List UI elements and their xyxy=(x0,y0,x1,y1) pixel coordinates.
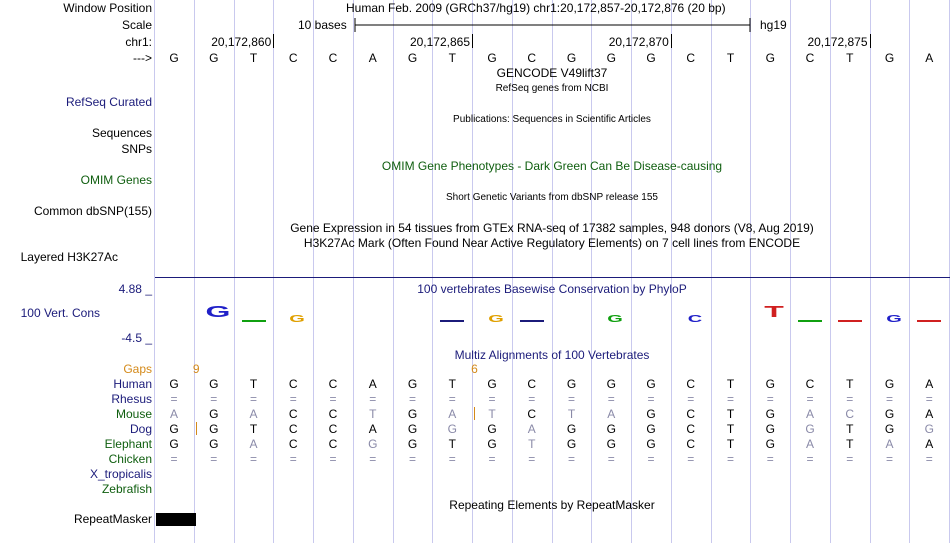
alignment-base: A xyxy=(249,437,258,451)
alignment-base: G xyxy=(209,377,219,391)
gridline xyxy=(273,0,274,543)
conservation-logo-glyph: G xyxy=(289,314,306,325)
scale-assembly: hg19 xyxy=(760,18,787,32)
alignment-base: G xyxy=(646,437,656,451)
reference-base: G xyxy=(646,51,656,65)
gridline xyxy=(194,0,195,543)
reference-base: T xyxy=(448,51,456,65)
species-label-zebrafish[interactable]: Zebrafish xyxy=(101,482,152,496)
alignment-base: G xyxy=(566,437,577,451)
reference-base: G xyxy=(566,51,577,65)
alignment-base: A xyxy=(607,407,616,421)
alignment-base: = xyxy=(647,392,655,406)
species-label-elephant[interactable]: Elephant xyxy=(104,437,152,451)
ruler-tick-label: 20,172,860 xyxy=(211,35,272,49)
track-label-snps[interactable]: SNPs xyxy=(121,142,152,156)
gridline xyxy=(631,0,632,543)
ruler-tick xyxy=(273,34,274,48)
conservation-logo-glyph: C xyxy=(687,314,702,325)
alignment-base: G xyxy=(884,377,895,391)
alignment-base: G xyxy=(407,407,418,421)
conservation-logo-mark xyxy=(242,320,266,322)
gridline xyxy=(154,0,155,543)
alignment-base: T xyxy=(448,437,456,451)
alignment-base: T xyxy=(369,407,377,421)
alignment-base: G xyxy=(169,437,179,451)
alignment-base: T xyxy=(249,377,258,391)
alignment-base: = xyxy=(289,392,297,406)
track-label-repeatmasker[interactable]: RepeatMasker xyxy=(73,512,152,526)
alignment-base: = xyxy=(369,392,377,406)
alignment-base: A xyxy=(885,437,894,451)
alignment-base: A xyxy=(527,422,536,436)
track-label-sequences[interactable]: Sequences xyxy=(91,126,152,140)
species-label-human[interactable]: Human xyxy=(113,377,152,391)
alignment-base: A xyxy=(169,407,178,421)
conservation-logo-glyph: T xyxy=(764,304,785,321)
alignment-base: = xyxy=(488,392,496,406)
track-label-h3k27ac[interactable]: Layered H3K27Ac xyxy=(20,250,118,264)
conservation-logo-glyph: G xyxy=(488,314,504,325)
reference-base: G xyxy=(606,51,616,65)
insertion-marker xyxy=(474,407,475,420)
alignment-base: = xyxy=(766,452,774,466)
alignment-base: = xyxy=(687,392,695,406)
track-label-conservation[interactable]: 100 Vert. Cons xyxy=(20,306,100,320)
alignment-base: = xyxy=(329,452,337,466)
alignment-base: T xyxy=(488,407,496,421)
alignment-base: = xyxy=(528,452,536,466)
reference-base: C xyxy=(527,51,537,65)
species-label-mouse[interactable]: Mouse xyxy=(115,407,152,421)
alignment-base: G xyxy=(566,422,577,436)
reference-base: G xyxy=(765,51,775,65)
alignment-base: A xyxy=(368,422,377,436)
alignment-base: G xyxy=(407,437,418,451)
gap-number: 6 xyxy=(471,362,478,376)
alignment-base: G xyxy=(209,437,219,451)
alignment-base: A xyxy=(925,407,934,421)
alignment-base: = xyxy=(210,452,218,466)
alignment-base: = xyxy=(369,452,377,466)
ruler-tick xyxy=(671,34,672,48)
alignment-base: = xyxy=(249,452,257,466)
alignment-base: G xyxy=(566,377,577,391)
alignment-base: = xyxy=(170,392,178,406)
alignment-base: T xyxy=(528,437,536,451)
reference-base: G xyxy=(407,51,418,65)
gridline xyxy=(830,0,831,543)
multiz-title[interactable]: Multiz Alignments of 100 Vertebrates xyxy=(454,348,650,362)
assembly-position: Human Feb. 2009 (GRCh37/hg19) chr1:20,172,857-20,172,876 (20 bp) xyxy=(346,1,726,15)
reference-base: G xyxy=(487,51,497,65)
h3k27ac-title[interactable]: H3K27Ac Mark (Often Found Near Active Regulatory Elements) on 7 cell lines from ENCODE xyxy=(303,236,801,250)
insertion-marker xyxy=(196,422,197,435)
alignment-base: = xyxy=(448,392,456,406)
alignment-base: T xyxy=(846,377,854,391)
gtex-title[interactable]: Gene Expression in 54 tissues from GTEx RNA-seq of 17382 samples, 948 donors (V8, Aug 2019) xyxy=(290,221,814,235)
alignment-base: T xyxy=(846,437,854,451)
alignment-base: G xyxy=(765,377,775,391)
alignment-base: T xyxy=(726,407,735,421)
species-label-dog[interactable]: Dog xyxy=(129,422,152,436)
alignment-base: G xyxy=(407,377,418,391)
alignment-base: = xyxy=(766,392,774,406)
conservation-title[interactable]: 100 vertebrates Basewise Conservation by PhyloP xyxy=(417,282,687,296)
alignment-base: A xyxy=(448,407,457,421)
alignment-base: T xyxy=(567,407,576,421)
alignment-base: C xyxy=(686,377,696,391)
alignment-base: G xyxy=(209,422,219,436)
alignment-base: T xyxy=(726,377,735,391)
dbsnp-title[interactable]: Short Genetic Variants from dbSNP release 155 xyxy=(446,192,658,203)
gridline xyxy=(909,0,910,543)
gencode-title[interactable]: GENCODE V49lift37 xyxy=(496,66,608,80)
gridline xyxy=(393,0,394,543)
alignment-base: C xyxy=(288,407,298,421)
conservation-logo-mark xyxy=(838,320,862,322)
alignment-base: = xyxy=(448,452,456,466)
alignment-base: A xyxy=(805,407,814,421)
refseq-title[interactable]: RefSeq genes from NCBI xyxy=(495,83,609,94)
alignment-base: G xyxy=(169,377,179,391)
alignment-base: G xyxy=(606,377,616,391)
ruler-tick xyxy=(472,34,473,48)
repeatmasker-title[interactable]: Repeating Elements by RepeatMasker xyxy=(449,498,655,512)
alignment-base: = xyxy=(806,452,814,466)
alignment-base: G xyxy=(646,422,656,436)
alignment-base: C xyxy=(288,422,298,436)
alignment-base: = xyxy=(687,452,695,466)
reference-base: C xyxy=(805,51,815,65)
alignment-base: A xyxy=(925,437,934,451)
alignment-base: C xyxy=(288,437,298,451)
strand-label: ---> xyxy=(133,51,152,65)
alignment-base: = xyxy=(567,392,575,406)
alignment-base: G xyxy=(606,422,616,436)
alignment-base: C xyxy=(527,377,537,391)
alignment-base: C xyxy=(328,407,338,421)
alignment-base: = xyxy=(170,452,178,466)
alignment-base: A xyxy=(249,407,258,421)
conservation-logo-mark xyxy=(520,320,544,322)
alignment-base: C xyxy=(845,407,855,421)
track-label-gaps: Gaps xyxy=(123,362,152,376)
conservation-logo-mark xyxy=(917,320,941,322)
conservation-logo-glyph: G xyxy=(885,314,902,325)
alignment-base: = xyxy=(488,452,496,466)
scale-text: 10 bases xyxy=(298,18,347,32)
browser-track-area[interactable] xyxy=(155,0,950,543)
ruler-tick-label: 20,172,875 xyxy=(807,35,868,49)
species-label-rhesus[interactable]: Rhesus xyxy=(111,392,152,406)
track-label-omim[interactable]: OMIM Genes xyxy=(80,173,152,187)
alignment-base: G xyxy=(447,422,457,436)
alignment-base: = xyxy=(607,392,615,406)
alignment-base: = xyxy=(408,452,416,466)
track-label-refseq[interactable]: RefSeq Curated xyxy=(65,95,152,109)
alignment-base: C xyxy=(805,377,815,391)
track-label-column xyxy=(0,0,154,543)
reference-base: A xyxy=(925,51,934,65)
alignment-base: = xyxy=(726,452,734,466)
omim-title[interactable]: OMIM Gene Phenotypes - Dark Green Can Be Disease-causing xyxy=(381,159,723,173)
cons-min-value: -4.5 _ xyxy=(121,331,152,345)
reference-base: T xyxy=(249,51,258,65)
repeatmasker-element[interactable] xyxy=(156,513,196,526)
track-label-dbsnp[interactable]: Common dbSNP(155) xyxy=(33,204,152,218)
alignment-base: T xyxy=(726,422,735,436)
ruler-tick xyxy=(870,34,871,48)
gap-number: 9 xyxy=(192,362,200,376)
reference-base: C xyxy=(288,51,298,65)
alignment-base: G xyxy=(884,422,895,436)
gridline xyxy=(472,0,473,543)
reference-base: C xyxy=(686,51,696,65)
alignment-base: G xyxy=(368,437,378,451)
reference-base: G xyxy=(209,51,219,65)
alignment-base: A xyxy=(368,377,377,391)
gridline xyxy=(432,0,433,543)
alignment-base: G xyxy=(407,422,418,436)
cons-top-axis xyxy=(155,277,950,278)
gridline xyxy=(234,0,235,543)
alignment-base: T xyxy=(448,377,456,391)
alignment-base: G xyxy=(487,422,497,436)
alignment-base: G xyxy=(487,377,497,391)
gridline xyxy=(671,0,672,543)
gridline xyxy=(870,0,871,543)
gridline xyxy=(790,0,791,543)
alignment-base: G xyxy=(765,437,775,451)
ruler-tick-label: 20,172,865 xyxy=(409,35,470,49)
alignment-base: T xyxy=(846,422,854,436)
alignment-base: A xyxy=(805,437,814,451)
conservation-logo-glyph: G xyxy=(205,304,231,321)
alignment-base: C xyxy=(328,437,338,451)
reference-base: T xyxy=(726,51,735,65)
alignment-base: C xyxy=(328,377,338,391)
alignment-base: G xyxy=(924,422,934,436)
alignment-base: C xyxy=(527,407,537,421)
alignment-base: = xyxy=(528,392,536,406)
alignment-base: = xyxy=(846,452,854,466)
alignment-base: = xyxy=(329,392,337,406)
alignment-base: C xyxy=(686,437,696,451)
alignment-base: G xyxy=(169,422,179,436)
reference-base: G xyxy=(169,51,179,65)
gridline xyxy=(313,0,314,543)
alignment-base: C xyxy=(328,422,338,436)
scale-label: Scale xyxy=(121,18,152,32)
alignment-base: T xyxy=(726,437,735,451)
scale-bar xyxy=(354,17,752,33)
alignment-base: G xyxy=(646,377,656,391)
alignment-base: C xyxy=(686,422,696,436)
reference-base: A xyxy=(368,51,377,65)
alignment-base: G xyxy=(646,407,656,421)
reference-base: T xyxy=(846,51,854,65)
publications-title[interactable]: Publications: Sequences in Scientific Articles xyxy=(453,114,651,125)
gridline xyxy=(711,0,712,543)
alignment-base: G xyxy=(884,407,895,421)
gridline xyxy=(353,0,354,543)
alignment-base: C xyxy=(288,377,298,391)
conservation-logo-mark xyxy=(440,320,464,322)
alignment-base: G xyxy=(805,422,815,436)
alignment-base: G xyxy=(209,407,219,421)
conservation-logo-glyph: G xyxy=(607,314,624,325)
alignment-base: = xyxy=(289,452,297,466)
alignment-base: G xyxy=(487,437,497,451)
window-position-label: Window Position xyxy=(63,1,152,15)
alignment-base: = xyxy=(925,392,933,406)
alignment-base: G xyxy=(765,407,775,421)
species-label-xtropicalis[interactable]: X_tropicalis xyxy=(89,467,152,481)
ruler-tick-label: 20,172,870 xyxy=(608,35,669,49)
species-label-chicken[interactable]: Chicken xyxy=(108,452,152,466)
alignment-base: T xyxy=(249,422,258,436)
alignment-base: = xyxy=(726,392,734,406)
alignment-base: A xyxy=(925,377,934,391)
alignment-base: = xyxy=(210,392,218,406)
alignment-base: G xyxy=(606,437,616,451)
gridline xyxy=(750,0,751,543)
chrom-label: chr1: xyxy=(125,35,152,49)
alignment-base: = xyxy=(925,452,933,466)
alignment-base: C xyxy=(686,407,696,421)
reference-base: G xyxy=(884,51,895,65)
reference-base: C xyxy=(328,51,338,65)
alignment-base: = xyxy=(408,392,416,406)
alignment-base: = xyxy=(249,392,257,406)
conservation-logo-mark xyxy=(798,320,822,322)
alignment-base: G xyxy=(765,422,775,436)
alignment-base: = xyxy=(885,392,893,406)
cons-max-value: 4.88 _ xyxy=(118,282,152,296)
alignment-base: = xyxy=(567,452,575,466)
alignment-base: = xyxy=(647,452,655,466)
alignment-base: = xyxy=(885,452,893,466)
alignment-base: = xyxy=(607,452,615,466)
alignment-base: = xyxy=(846,392,854,406)
alignment-base: = xyxy=(806,392,814,406)
